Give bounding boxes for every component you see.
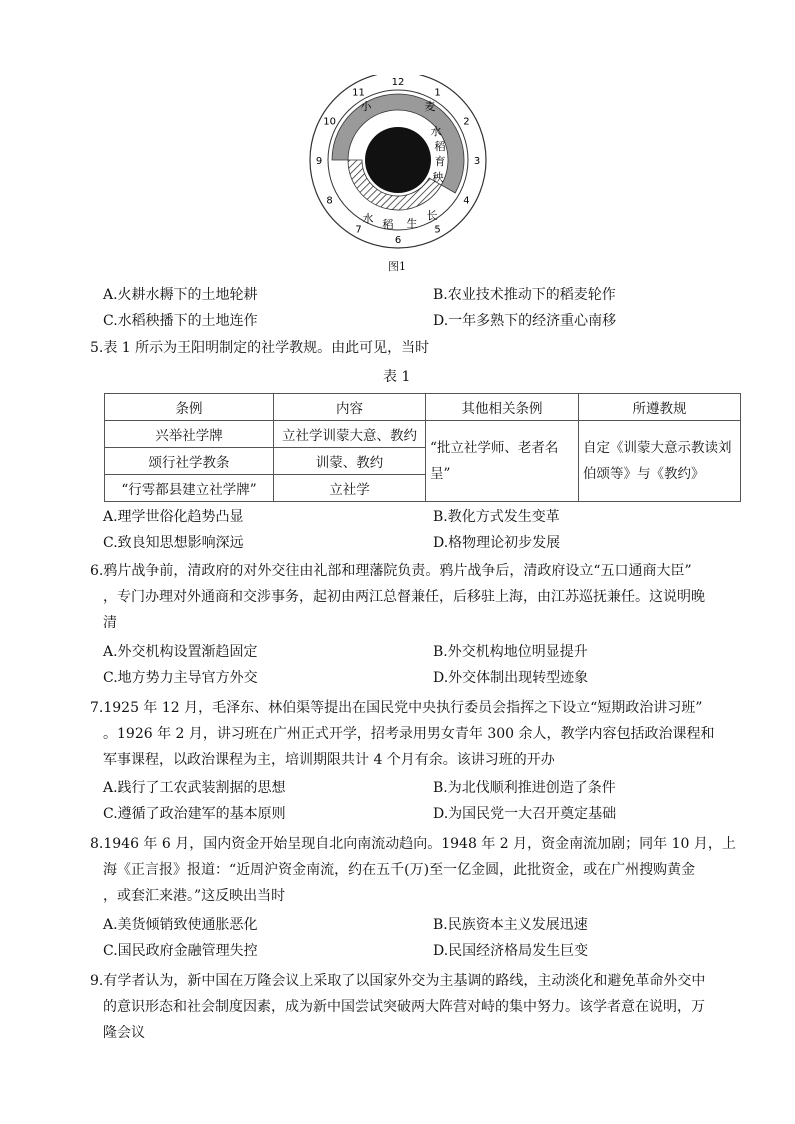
hour-label: 4 [463, 195, 470, 207]
label-growth-2: 生 [406, 217, 418, 230]
q8-option-a[interactable]: A.美货倾销致使通胀恶化 [103, 917, 258, 933]
q6-option-d[interactable]: D.外交体制出现转型迹象 [433, 670, 589, 686]
q8-option-d[interactable]: D.民国经济格局发生巨变 [433, 943, 589, 959]
header-cell: 其他相关条例 [426, 394, 579, 421]
q6-line-2: ，专门办理对外通商和交涉事务，起初由两江总督兼任，后移驻上海，由江苏巡抚兼任。这说明晚 [103, 589, 705, 605]
q7-option-a[interactable]: A.践行了工农武装割据的思想 [103, 780, 286, 796]
q9-line-1: 9.有学者认为，新中国在万隆会议上采取了以国家外交为主基调的路线，主动淡化和避免革命外交中 [90, 973, 706, 989]
center-disc [365, 127, 431, 193]
hour-label: 8 [326, 195, 333, 207]
header-cell: 内容 [274, 394, 426, 421]
q5-option-d[interactable]: D.格物理论初步发展 [433, 535, 561, 551]
table-cell: 颂行社学教条 [105, 448, 274, 475]
q6-option-c[interactable]: C.地方势力主导官方外交 [103, 670, 258, 686]
q7-option-d[interactable]: D.为国民党一大召开奠定基础 [433, 806, 617, 822]
q4-option-a[interactable]: A.火耕水耨下的土地轮耕 [103, 287, 258, 303]
table-cell: 兴举社学牌 [105, 421, 274, 448]
crop-calendar-diagram [300, 75, 500, 255]
q9-line-3: 隆会议 [103, 1025, 145, 1041]
q5-option-c[interactable]: C.致良知思想影响深远 [103, 535, 244, 551]
label-mai: 麦 [424, 100, 436, 113]
hour-label: 3 [473, 156, 481, 167]
hour-label: 2 [463, 116, 470, 128]
hour-label: 7 [355, 224, 362, 236]
table-cell: 立社学 [274, 475, 426, 502]
q4-option-c[interactable]: C.水稻秧播下的土地连作 [103, 313, 258, 329]
label-growth-0: 水 [362, 212, 374, 225]
table-cell: 立社学训蒙大意、教约 [274, 421, 426, 448]
label-seedling-0: 水 [430, 125, 442, 138]
q6-line-3: 清 [103, 615, 117, 631]
label-seedling-2: 育 [434, 155, 446, 168]
label-xiao: 小 [360, 100, 372, 113]
table-cell-other: “批立社学师、老者名呈” [426, 421, 579, 502]
hour-label: 11 [352, 87, 365, 99]
q8-option-b[interactable]: B.民族资本主义发展迅速 [433, 917, 588, 933]
header-cell: 条例 [105, 394, 274, 421]
table-cell-rules: 自定《训蒙大意示教读刘伯颂等》与《教约》 [579, 421, 741, 502]
q7-option-c[interactable]: C.遵循了政治建军的基本原则 [103, 806, 286, 822]
q5-option-a[interactable]: A.理学世俗化趋势凸显 [103, 509, 244, 525]
table-cell: 训蒙、教约 [274, 448, 426, 475]
hour-label: 12 [391, 77, 405, 88]
q8-line-3: ，或套汇来港。”这反映出当时 [103, 888, 286, 904]
label-growth-1: 稻 [382, 218, 394, 231]
hour-label: 5 [434, 224, 441, 236]
q8-line-1: 8.1946 年 6 月，国内资金开始呈现自北向南流动趋向。1948 年 2 月，资金南流加剧；同年 10 月，上 [90, 836, 736, 852]
header-cell: 所遵教规 [579, 394, 741, 421]
table-cell: “行雩都县建立社学牌” [105, 475, 274, 502]
hour-label: 1 [434, 87, 441, 99]
q5-option-b[interactable]: B.教化方式发生变革 [433, 509, 560, 525]
q8-option-c[interactable]: C.国民政府金融管理失控 [103, 943, 258, 959]
q8-line-2: 海《正言报》报道：“近周沪资金南流，约在五千(万)至一亿金圆，此批资金，或在广州搜购黄金 [103, 862, 696, 878]
q7-line-1: 7.1925 年 12 月，毛泽东、林伯渠等提出在国民党中央执行委员会指挥之下设立“短期政治讲习班” [90, 700, 703, 716]
q6-option-a[interactable]: A.外交机构设置渐趋固定 [103, 644, 258, 660]
table-title: 表 1 [383, 369, 411, 385]
table-1 [104, 393, 741, 502]
q6-option-b[interactable]: B.外交机构地位明显提升 [433, 644, 588, 660]
q7-option-b[interactable]: B.为北伐顺利推进创造了条件 [433, 780, 616, 796]
hour-label: 9 [315, 156, 323, 167]
q7-line-3: 军事课程，以政治课程为主，培训期限共计 4 个月有余。该讲习班的开办 [103, 752, 555, 768]
hour-label: 10 [323, 116, 336, 128]
q6-line-1: 6.鸦片战争前，清政府的对外交往由礼部和理藩院负责。鸦片战争后，清政府设立“五口通商大臣” [90, 563, 692, 579]
hour-label: 6 [394, 235, 402, 246]
q9-line-2: 的意识形态和社会制度因素，成为新中国尝试突破两大阵营对峙的集中努力。该学者意在说明，万 [103, 999, 705, 1015]
label-growth-3: 长 [426, 209, 438, 222]
q5-stem: 5.表 1 所示为王阳明制定的社学教规。由此可见，当时 [90, 340, 430, 356]
q4-option-b[interactable]: B.农业技术推动下的稻麦轮作 [433, 287, 616, 303]
label-seedling-1: 稻 [434, 140, 446, 153]
label-seedling-3: 秧 [432, 171, 444, 184]
figure-caption: 图1 [388, 260, 406, 273]
q7-line-2: 。1926 年 2 月，讲习班在广州正式开学，招考录用男女青年 300 余人，教学内容包括政治课程和 [103, 726, 715, 742]
q4-option-d[interactable]: D.一年多熟下的经济重心南移 [433, 313, 617, 329]
